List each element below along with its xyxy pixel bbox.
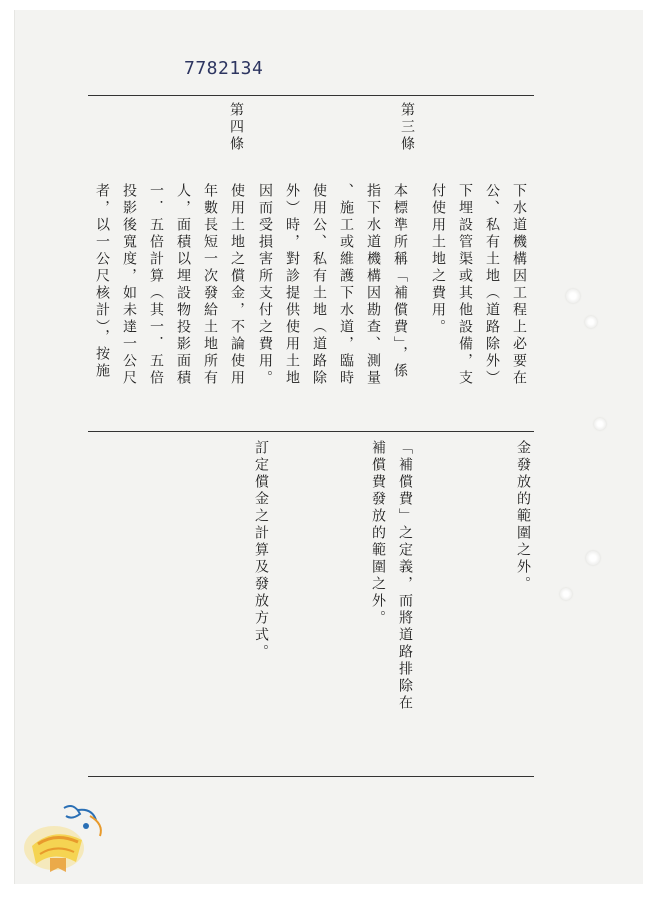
paper-blemish	[566, 289, 580, 303]
document-page	[14, 10, 643, 884]
article-4-label: 第四條	[228, 102, 244, 153]
article-3-label: 第三條	[399, 102, 415, 153]
paper-blemish	[585, 316, 597, 328]
paper-blemish	[586, 551, 600, 565]
article-4-note: 訂定償金之計算及發放方式。	[253, 440, 269, 661]
document-number: 7782134	[184, 58, 264, 79]
article-4-text: 使用土地之償金，不論使用 年數長短一次發給土地所有 人，面積以埋設物投影面積 一．五倍計算（其一．五倍 投影後寬度，如未達一公尺 者，以一公尺核計），按施	[94, 183, 245, 387]
archive-logo-icon	[20, 798, 112, 880]
article-3-note: 「補償費」之定義，而將道路排除在 補償費發放的範圍之外。	[370, 440, 413, 712]
paper-blemish	[560, 588, 572, 600]
bottom-rule	[88, 776, 534, 777]
article-3-description: 下水道機構因工程上必要在 公、私有土地（道路除外） 下埋設管渠或其他設備，支 付使用土地之費用。	[430, 183, 527, 387]
article-3-text: 本標準所稱「補償費」，係 指下水道機構因勘查、測量 、施工或維護下水道，臨時 使用公、私有土地（道路除 外）時，對診提供使用土地 因而受損害所支付之費用。	[257, 183, 408, 387]
middle-rule	[88, 431, 534, 432]
top-rule	[88, 95, 534, 96]
paper-blemish	[594, 418, 606, 430]
article-3-description-continued: 金發放的範圍之外。	[515, 440, 531, 593]
